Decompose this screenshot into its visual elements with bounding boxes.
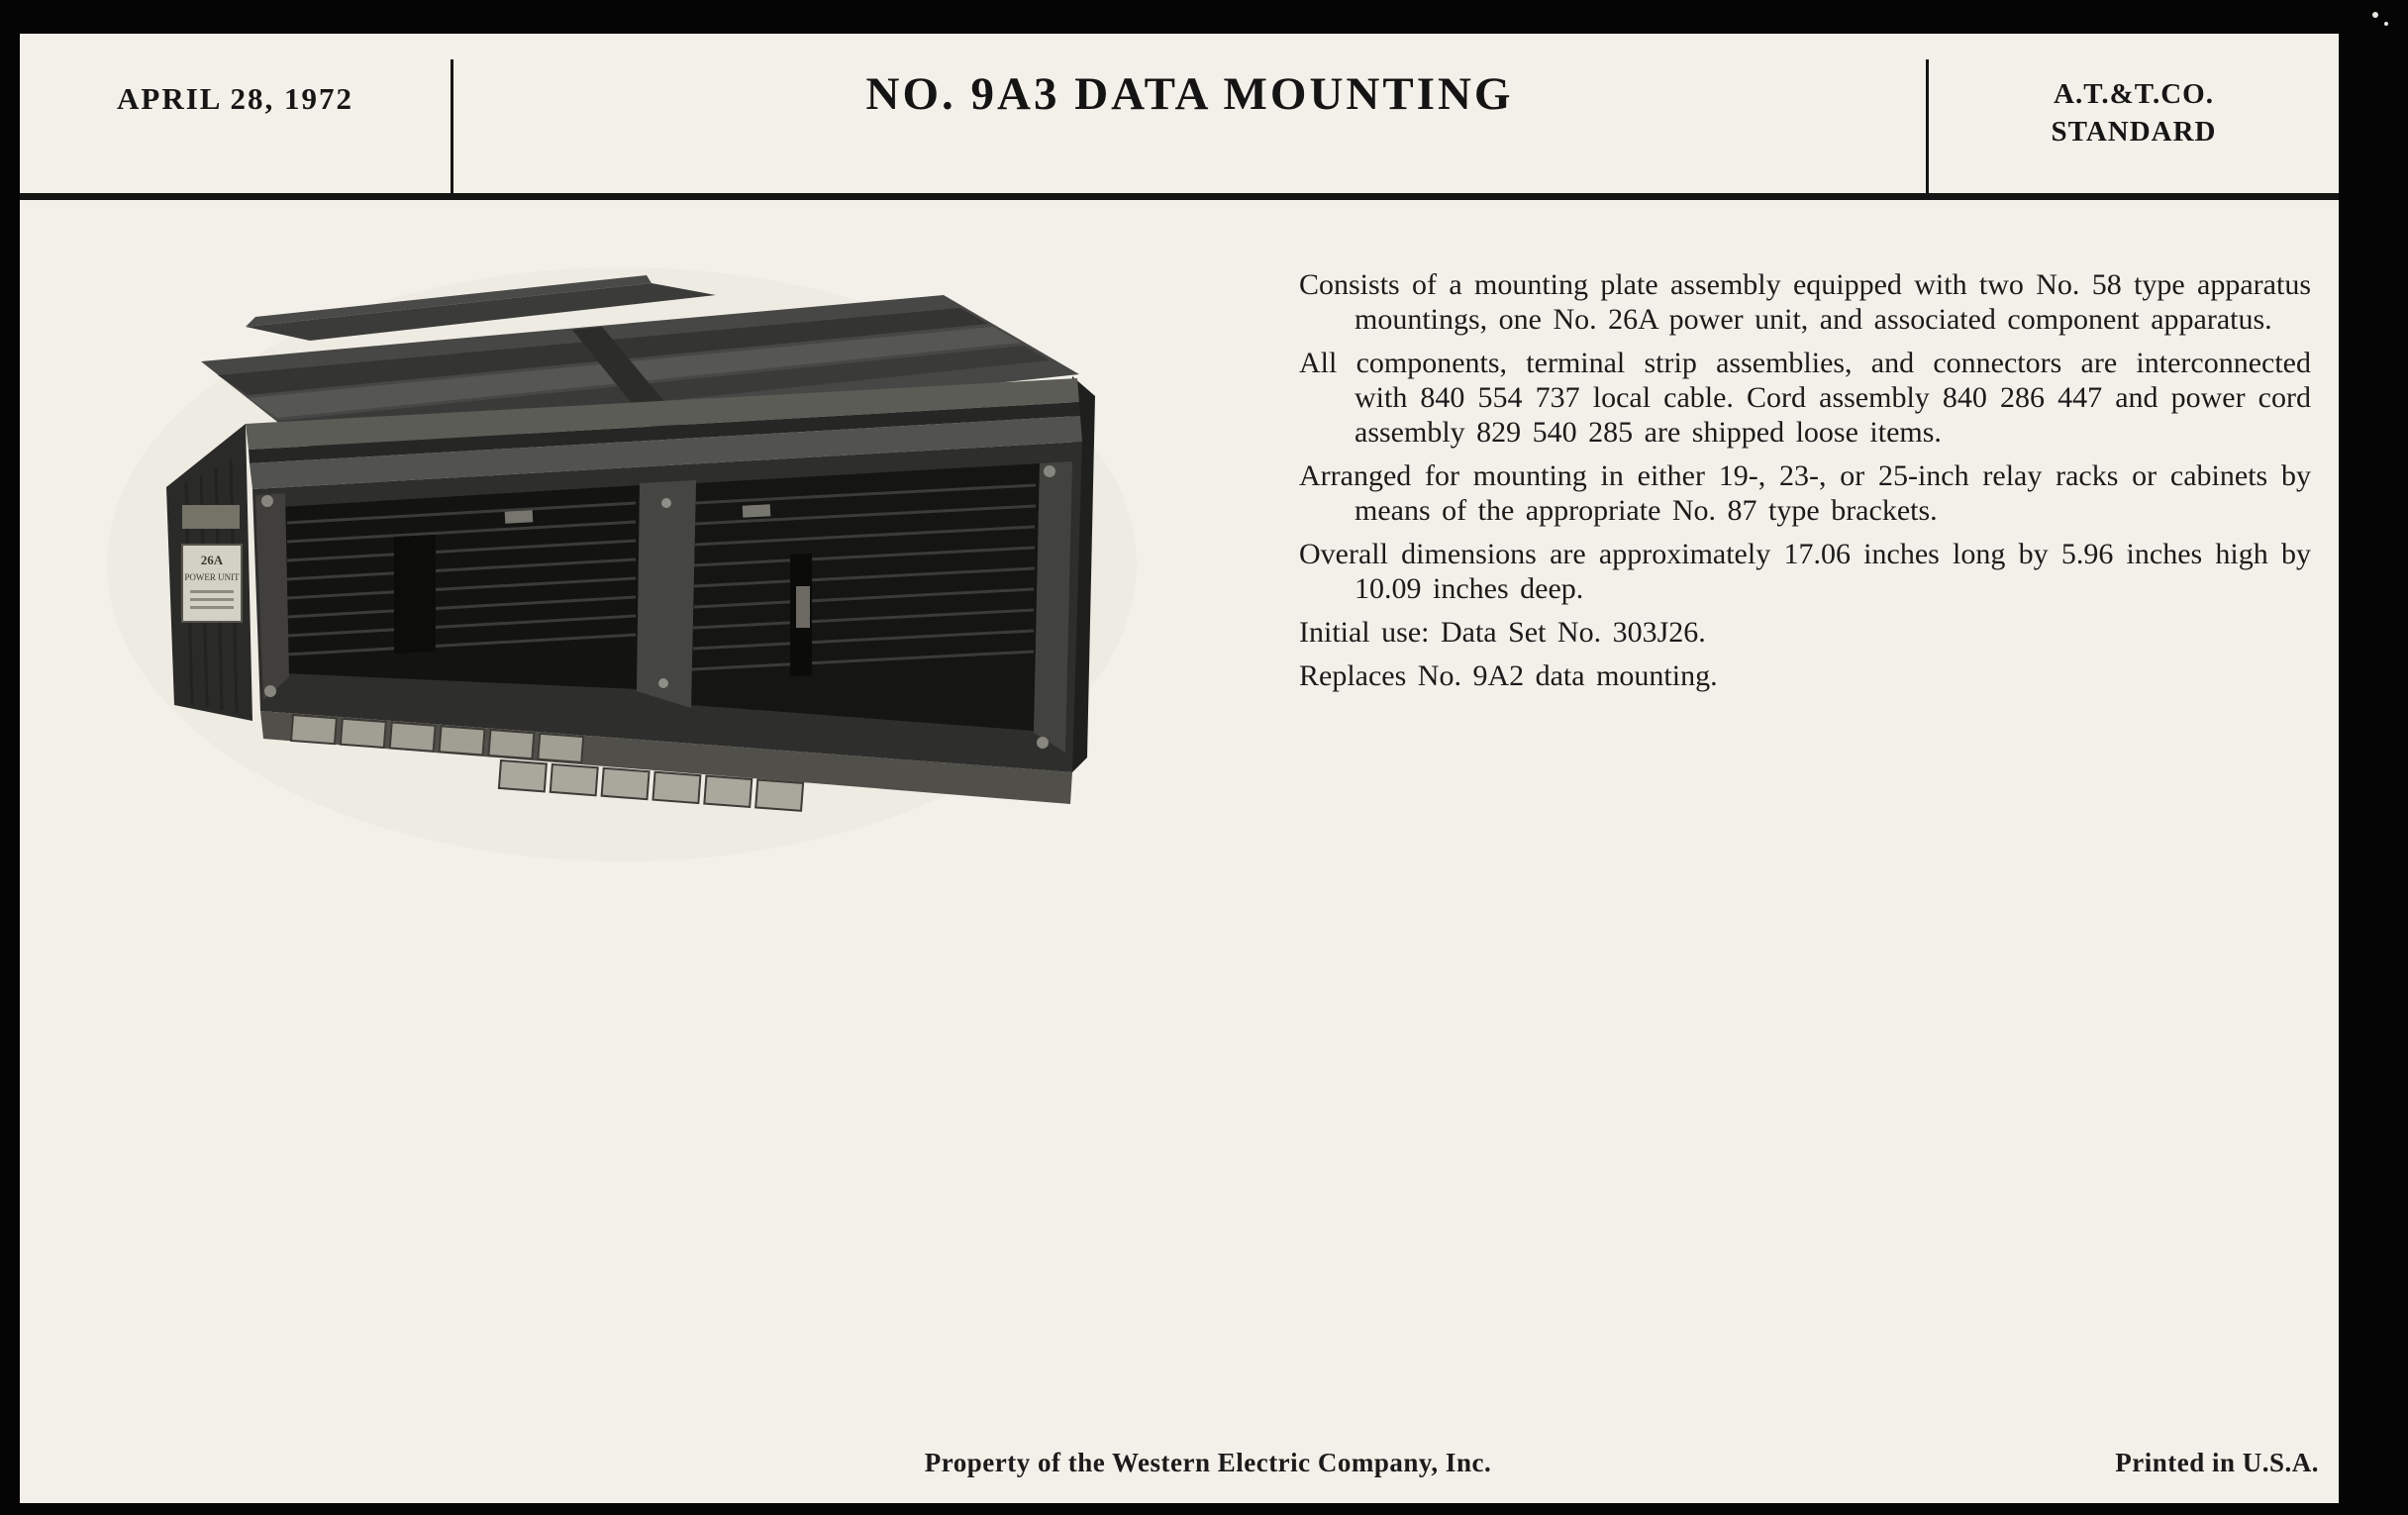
footer-property-notice: Property of the Western Electric Company, Inc.	[924, 1448, 1492, 1477]
document-page	[20, 34, 2339, 1503]
equipment-photo	[97, 257, 1149, 865]
org-line-2: STANDARD	[2051, 116, 2217, 148]
paragraph-consists: Consists of a mounting plate assembly equipped with two No. 58 type apparatus mountings, one No. 26A power unit, and associated component apparatus.	[1299, 268, 2311, 336]
label-line-2: POWER UNIT	[184, 572, 240, 582]
paragraph-components: All components, terminal strip assemblies, and connectors are interconnected with 840 554 737 local cable. Cord assembly 840 286 447 and power cord assembly 829 540 285 are shipped loose items.	[1299, 347, 2311, 449]
paragraph-replaces: Replaces No. 9A2 data mounting.	[1299, 659, 1718, 692]
document-date: APRIL 28, 1972	[117, 81, 353, 116]
scan-speck	[2372, 12, 2378, 18]
paragraph-dimensions: Overall dimensions are approximately 17.06 inches long by 5.96 inches high by 10.09 inches deep.	[1299, 538, 2311, 605]
organization-stamp	[1929, 75, 2339, 151]
footer-printed-notice: Printed in U.S.A.	[2115, 1448, 2319, 1477]
paragraph-mounting: Arranged for mounting in either 19-, 23-, or 25-inch relay racks or cabinets by means of the appropriate No. 87 type brackets.	[1299, 459, 2311, 527]
org-line-1: A.T.&T.CO.	[2054, 78, 2214, 110]
document-header	[20, 34, 2339, 200]
page-title: NO. 9A3 DATA MOUNTING	[865, 68, 1514, 120]
description-column	[1299, 267, 2311, 702]
label-line-1: 26A	[200, 553, 224, 567]
paragraph-initial-use: Initial use: Data Set No. 303J26.	[1299, 616, 1706, 649]
data-mounting-illustration	[97, 257, 1149, 865]
scan-speck	[2384, 22, 2388, 26]
power-unit-label	[182, 545, 242, 622]
